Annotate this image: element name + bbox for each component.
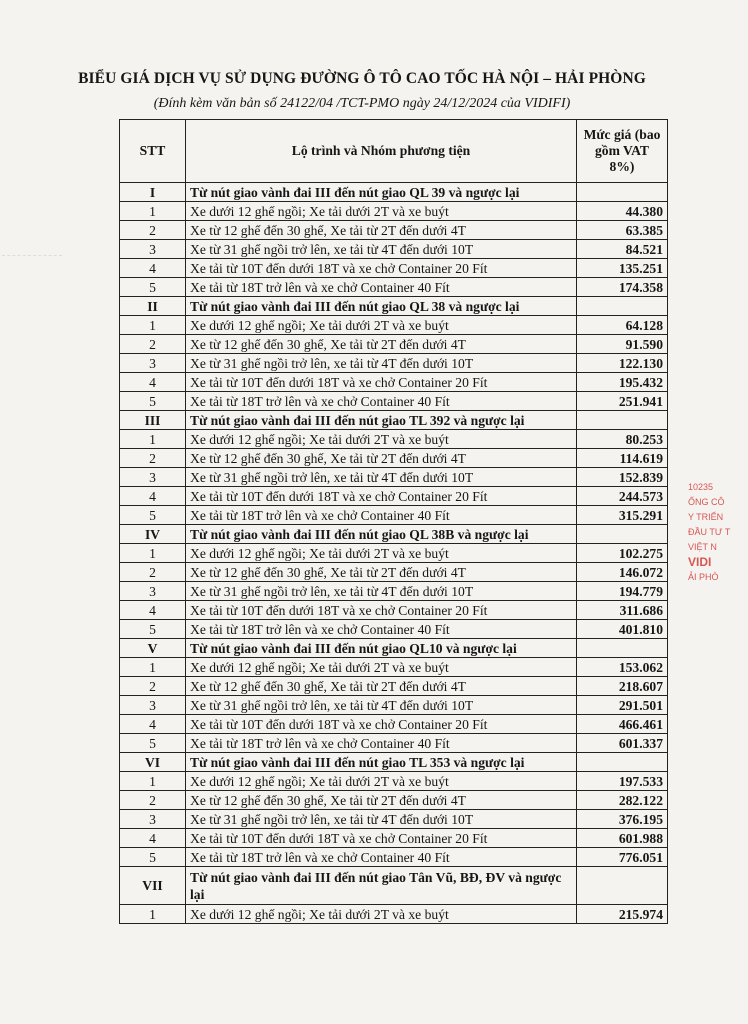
header-stt: STT — [120, 120, 186, 183]
group-price-empty — [577, 525, 668, 544]
group-price-empty — [577, 867, 668, 905]
stamp-text: ĐẦU TƯ T — [688, 527, 731, 537]
vehicle-description: Xe từ 12 ghế đến 30 ghế, Xe tải từ 2T đến dưới 4T — [186, 449, 577, 468]
toll-price: 376.195 — [577, 810, 668, 829]
toll-price: 153.062 — [577, 658, 668, 677]
table-row — [120, 259, 668, 278]
toll-price: 44.380 — [577, 202, 668, 221]
group-title: Từ nút giao vành đai III đến nút giao TL 353 và ngược lại — [186, 753, 577, 772]
scan-artifact — [2, 255, 62, 286]
group-price-empty — [577, 411, 668, 430]
vehicle-description: Xe từ 31 ghế ngồi trở lên, xe tải từ 4T đến dưới 10T — [186, 354, 577, 373]
toll-price: 466.461 — [577, 715, 668, 734]
vehicle-description: Xe dưới 12 ghế ngồi; Xe tải dưới 2T và xe buýt — [186, 905, 577, 924]
vehicle-description: Xe tải từ 10T đến dưới 18T và xe chở Container 20 Fít — [186, 715, 577, 734]
table-row — [120, 791, 668, 810]
toll-price: 197.533 — [577, 772, 668, 791]
row-number: 3 — [120, 810, 186, 829]
toll-price: 776.051 — [577, 848, 668, 867]
group-price-empty — [577, 639, 668, 658]
table-row — [120, 582, 668, 601]
table-row — [120, 354, 668, 373]
vehicle-description: Xe tải từ 18T trở lên và xe chở Container 40 Fít — [186, 392, 577, 411]
toll-price: 311.686 — [577, 601, 668, 620]
table-row — [120, 905, 668, 924]
vehicle-description: Xe từ 12 ghế đến 30 ghế, Xe tải từ 2T đến dưới 4T — [186, 563, 577, 582]
table-body — [120, 183, 668, 924]
row-number: 4 — [120, 259, 186, 278]
toll-price: 215.974 — [577, 905, 668, 924]
header-route: Lộ trình và Nhóm phương tiện — [186, 120, 577, 183]
group-title: Từ nút giao vành đai III đến nút giao TL 392 và ngược lại — [186, 411, 577, 430]
table-row — [120, 544, 668, 563]
row-number: 3 — [120, 354, 186, 373]
vehicle-description: Xe tải từ 18T trở lên và xe chở Container 40 Fít — [186, 506, 577, 525]
table-row — [120, 316, 668, 335]
group-price-empty — [577, 183, 668, 202]
stamp-text: VIỆT N — [688, 542, 717, 552]
toll-price: 251.941 — [577, 392, 668, 411]
toll-price: 401.810 — [577, 620, 668, 639]
row-number: 4 — [120, 373, 186, 392]
toll-price: 80.253 — [577, 430, 668, 449]
vehicle-description: Xe tải từ 10T đến dưới 18T và xe chở Container 20 Fít — [186, 601, 577, 620]
table-row — [120, 221, 668, 240]
toll-price: 218.607 — [577, 677, 668, 696]
table-row — [120, 392, 668, 411]
toll-price: 152.839 — [577, 468, 668, 487]
group-title: Từ nút giao vành đai III đến nút giao QL 38 và ngược lại — [186, 297, 577, 316]
row-number: 2 — [120, 677, 186, 696]
table-row — [120, 772, 668, 791]
group-price-empty — [577, 753, 668, 772]
vehicle-description: Xe tải từ 18T trở lên và xe chở Container 40 Fít — [186, 848, 577, 867]
toll-price: 174.358 — [577, 278, 668, 297]
vehicle-description: Xe tải từ 10T đến dưới 18T và xe chở Container 20 Fít — [186, 829, 577, 848]
vehicle-description: Xe dưới 12 ghế ngồi; Xe tải dưới 2T và xe buýt — [186, 430, 577, 449]
price-table — [119, 119, 668, 924]
row-number: 3 — [120, 468, 186, 487]
row-number: 2 — [120, 449, 186, 468]
vehicle-description: Xe từ 12 ghế đến 30 ghế, Xe tải từ 2T đến dưới 4T — [186, 221, 577, 240]
group-row — [120, 411, 668, 430]
table-row — [120, 715, 668, 734]
row-number: 1 — [120, 772, 186, 791]
table-row — [120, 506, 668, 525]
row-number: 2 — [120, 563, 186, 582]
table-row — [120, 620, 668, 639]
toll-price: 102.275 — [577, 544, 668, 563]
row-number: 5 — [120, 506, 186, 525]
vehicle-description: Xe từ 31 ghế ngồi trở lên, xe tải từ 4T đến dưới 10T — [186, 810, 577, 829]
group-id: VI — [120, 753, 186, 772]
vehicle-description: Xe dưới 12 ghế ngồi; Xe tải dưới 2T và xe buýt — [186, 544, 577, 563]
group-row — [120, 639, 668, 658]
toll-price: 315.291 — [577, 506, 668, 525]
vehicle-description: Xe từ 12 ghế đến 30 ghế, Xe tải từ 2T đến dưới 4T — [186, 677, 577, 696]
group-row — [120, 297, 668, 316]
vehicle-description: Xe dưới 12 ghế ngồi; Xe tải dưới 2T và xe buýt — [186, 658, 577, 677]
table-row — [120, 468, 668, 487]
row-number: 3 — [120, 240, 186, 259]
document-title: BIỂU GIÁ DỊCH VỤ SỬ DỤNG ĐƯỜNG Ô TÔ CAO TỐC HÀ NỘI – HẢI PHÒNG — [78, 70, 646, 87]
table-row — [120, 848, 668, 867]
toll-price: 146.072 — [577, 563, 668, 582]
group-title: Từ nút giao vành đai III đến nút giao Tân Vũ, BĐ, ĐV và ngược lại — [186, 867, 577, 905]
table-row — [120, 696, 668, 715]
group-price-empty — [577, 297, 668, 316]
group-id: V — [120, 639, 186, 658]
toll-price: 282.122 — [577, 791, 668, 810]
table-row — [120, 278, 668, 297]
row-number: 4 — [120, 829, 186, 848]
table-row — [120, 677, 668, 696]
table-row — [120, 430, 668, 449]
vehicle-description: Xe từ 31 ghế ngồi trở lên, xe tải từ 4T đến dưới 10T — [186, 240, 577, 259]
vehicle-description: Xe tải từ 10T đến dưới 18T và xe chở Container 20 Fít — [186, 487, 577, 506]
vehicle-description: Xe dưới 12 ghế ngồi; Xe tải dưới 2T và xe buýt — [186, 316, 577, 335]
toll-price: 601.337 — [577, 734, 668, 753]
row-number: 3 — [120, 696, 186, 715]
table-row — [120, 734, 668, 753]
vehicle-description: Xe từ 12 ghế đến 30 ghế, Xe tải từ 2T đến dưới 4T — [186, 791, 577, 810]
group-title: Từ nút giao vành đai III đến nút giao QL 39 và ngược lại — [186, 183, 577, 202]
group-row — [120, 867, 668, 905]
table-row — [120, 810, 668, 829]
row-number: 1 — [120, 430, 186, 449]
row-number: 4 — [120, 487, 186, 506]
toll-price: 135.251 — [577, 259, 668, 278]
group-id: IV — [120, 525, 186, 544]
table-row — [120, 563, 668, 582]
toll-price: 63.385 — [577, 221, 668, 240]
vehicle-description: Xe dưới 12 ghế ngồi; Xe tải dưới 2T và xe buýt — [186, 772, 577, 791]
table-row — [120, 487, 668, 506]
table-row — [120, 829, 668, 848]
document-subtitle: (Đính kèm văn bản số 24122/04 /TCT-PMO ngày 24/12/2024 của VIDIFI) — [153, 96, 571, 111]
table-row — [120, 335, 668, 354]
toll-price: 601.988 — [577, 829, 668, 848]
table-row — [120, 373, 668, 392]
table-row — [120, 601, 668, 620]
row-number: 5 — [120, 278, 186, 297]
header-price: Mức giá (bao gồm VAT 8%) — [577, 120, 668, 183]
table-row — [120, 202, 668, 221]
toll-price: 114.619 — [577, 449, 668, 468]
row-number: 2 — [120, 791, 186, 810]
vehicle-description: Xe tải từ 18T trở lên và xe chở Container 40 Fít — [186, 278, 577, 297]
vehicle-description: Xe từ 31 ghế ngồi trở lên, xe tải từ 4T đến dưới 10T — [186, 468, 577, 487]
row-number: 3 — [120, 582, 186, 601]
row-number: 5 — [120, 734, 186, 753]
row-number: 5 — [120, 392, 186, 411]
red-stamp — [688, 480, 748, 630]
row-number: 1 — [120, 658, 186, 677]
group-id: II — [120, 297, 186, 316]
group-row — [120, 753, 668, 772]
stamp-text: ẢI PHÒ — [688, 572, 719, 582]
table-row — [120, 658, 668, 677]
vehicle-description: Xe tải từ 10T đến dưới 18T và xe chở Container 20 Fít — [186, 373, 577, 392]
row-number: 1 — [120, 544, 186, 563]
vehicle-description: Xe từ 31 ghế ngồi trở lên, xe tải từ 4T đến dưới 10T — [186, 696, 577, 715]
toll-price: 244.573 — [577, 487, 668, 506]
row-number: 5 — [120, 620, 186, 639]
vehicle-description: Xe từ 12 ghế đến 30 ghế, Xe tải từ 2T đến dưới 4T — [186, 335, 577, 354]
stamp-text: VIDI — [688, 555, 712, 569]
toll-price: 91.590 — [577, 335, 668, 354]
toll-price: 291.501 — [577, 696, 668, 715]
group-row — [120, 525, 668, 544]
stamp-text: Y TRIỂN — [688, 512, 724, 522]
vehicle-description: Xe dưới 12 ghế ngồi; Xe tải dưới 2T và xe buýt — [186, 202, 577, 221]
group-id: VII — [120, 867, 186, 905]
table-row — [120, 449, 668, 468]
row-number: 1 — [120, 202, 186, 221]
row-number: 1 — [120, 316, 186, 335]
row-number: 4 — [120, 601, 186, 620]
row-number: 2 — [120, 335, 186, 354]
vehicle-description: Xe tải từ 10T đến dưới 18T và xe chở Container 20 Fít — [186, 259, 577, 278]
toll-price: 64.128 — [577, 316, 668, 335]
row-number: 4 — [120, 715, 186, 734]
row-number: 2 — [120, 221, 186, 240]
stamp-text: ỐNG CÔ — [688, 497, 725, 507]
group-id: III — [120, 411, 186, 430]
vehicle-description: Xe từ 31 ghế ngồi trở lên, xe tải từ 4T đến dưới 10T — [186, 582, 577, 601]
toll-price: 122.130 — [577, 354, 668, 373]
toll-price: 84.521 — [577, 240, 668, 259]
group-title: Từ nút giao vành đai III đến nút giao QL 38B và ngược lại — [186, 525, 577, 544]
table-row — [120, 240, 668, 259]
row-number: 1 — [120, 905, 186, 924]
table-header-row — [120, 120, 668, 183]
row-number: 5 — [120, 848, 186, 867]
group-title: Từ nút giao vành đai III đến nút giao QL10 và ngược lại — [186, 639, 577, 658]
group-row — [120, 183, 668, 202]
toll-price: 194.779 — [577, 582, 668, 601]
toll-price: 195.432 — [577, 373, 668, 392]
vehicle-description: Xe tải từ 18T trở lên và xe chở Container 40 Fít — [186, 734, 577, 753]
vehicle-description: Xe tải từ 18T trở lên và xe chở Container 40 Fít — [186, 620, 577, 639]
group-id: I — [120, 183, 186, 202]
stamp-text: 10235 — [688, 482, 714, 492]
